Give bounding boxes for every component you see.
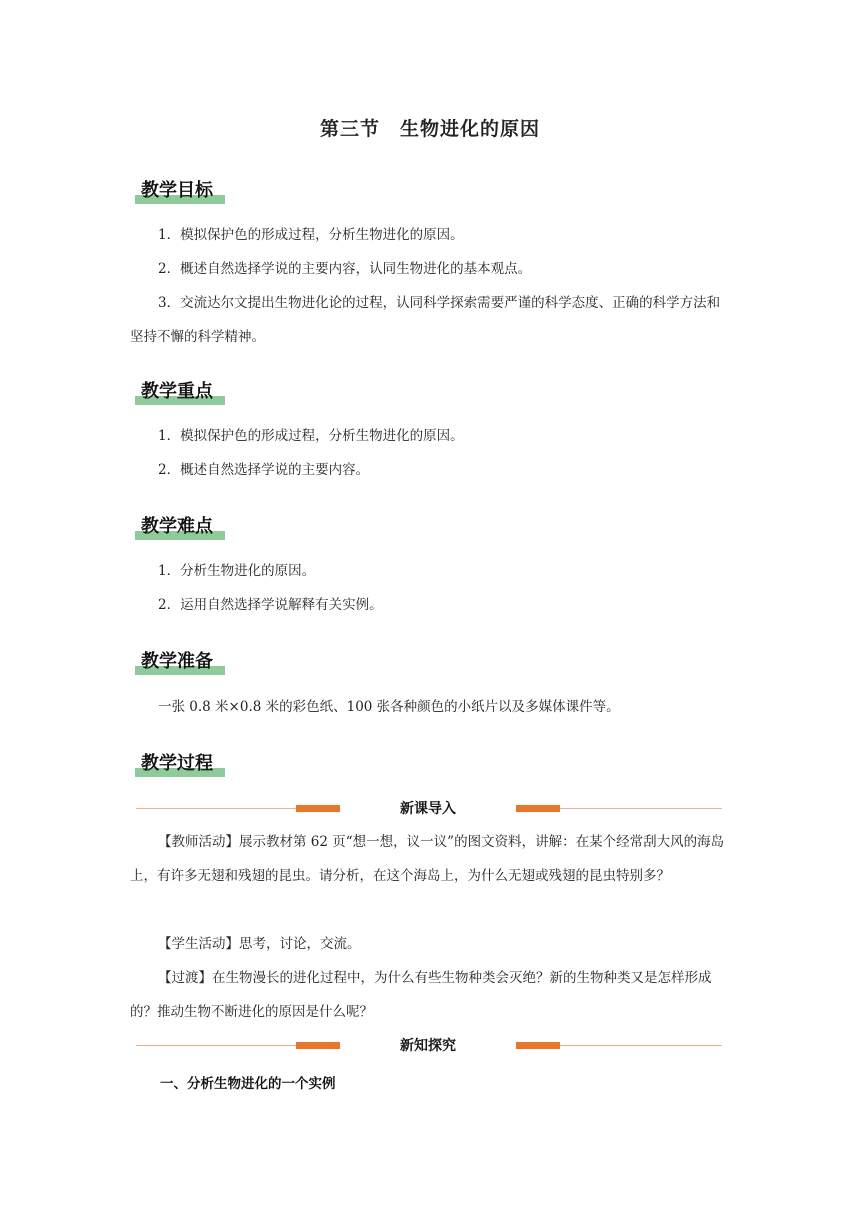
objective-item-2: 2．概述自然选择学说的主要内容，认同生物进化的基本观点。	[158, 261, 532, 277]
key-point-item-2: 2．概述自然选择学说的主要内容。	[158, 462, 370, 478]
key-point-item-1: 1．模拟保护色的形成过程，分析生物进化的原因。	[158, 428, 464, 444]
transition-paragraph: 【过渡】在生物漫长的进化过程中，为什么有些生物种类会灭绝？新的生物种类又是怎样形成的？推动生物不断进化的原因是什么呢？	[130, 970, 712, 1020]
section-heading-process	[135, 749, 225, 777]
teacher-activity-paragraph: 【教师活动】展示教材第 62 页“想一想，议一议”的图文资料，讲解：在某个经常刮大风的海岛上，有许多无翅和残翅的昆虫。请分析，在这个海岛上，为什么无翅或残翅的昆虫特别多？	[130, 834, 725, 884]
difficulty-item-2: 2．运用自然选择学说解释有关实例。	[158, 597, 383, 613]
divider-new-lesson-intro	[136, 799, 722, 819]
section-heading-label: 教学过程	[141, 753, 213, 774]
objective-item-3: 3．交流达尔文提出生物进化论的过程，认同科学探索需要严谨的科学态度、正确的科学方法和坚持不懈的科学精神。	[130, 295, 721, 345]
divider-new-knowledge	[136, 1036, 722, 1056]
divider-label: 新课导入	[400, 801, 456, 817]
section-heading-label: 教学准备	[141, 651, 213, 672]
section-heading-label: 教学重点	[141, 381, 213, 402]
divider-line	[560, 808, 722, 809]
section-heading-preparation	[135, 647, 225, 675]
divider-label: 新知探究	[400, 1038, 456, 1054]
section-heading-key-points	[135, 377, 225, 405]
section-heading-label: 教学目标	[141, 180, 213, 201]
divider-bar	[296, 1042, 340, 1049]
divider-line	[136, 808, 296, 809]
preparation-text: 一张 0.8 米×0.8 米的彩色纸、100 张各种颜色的小纸片以及多媒体课件等。	[158, 699, 620, 715]
divider-bar	[296, 805, 340, 812]
section-heading-objectives	[135, 176, 225, 204]
divider-bar	[516, 805, 560, 812]
student-activity-paragraph: 【学生活动】思考，讨论，交流。	[158, 936, 361, 952]
divider-line	[560, 1045, 722, 1046]
section-heading-difficulties	[135, 512, 225, 540]
page-title: 第三节 生物进化的原因	[319, 118, 540, 140]
subsection-heading: 一、分析生物进化的一个实例	[160, 1076, 336, 1092]
divider-line	[136, 1045, 296, 1046]
objective-item-1: 1．模拟保护色的形成过程，分析生物进化的原因。	[158, 227, 464, 243]
divider-bar	[516, 1042, 560, 1049]
difficulty-item-1: 1．分析生物进化的原因。	[158, 563, 316, 579]
section-heading-label: 教学难点	[141, 516, 213, 537]
